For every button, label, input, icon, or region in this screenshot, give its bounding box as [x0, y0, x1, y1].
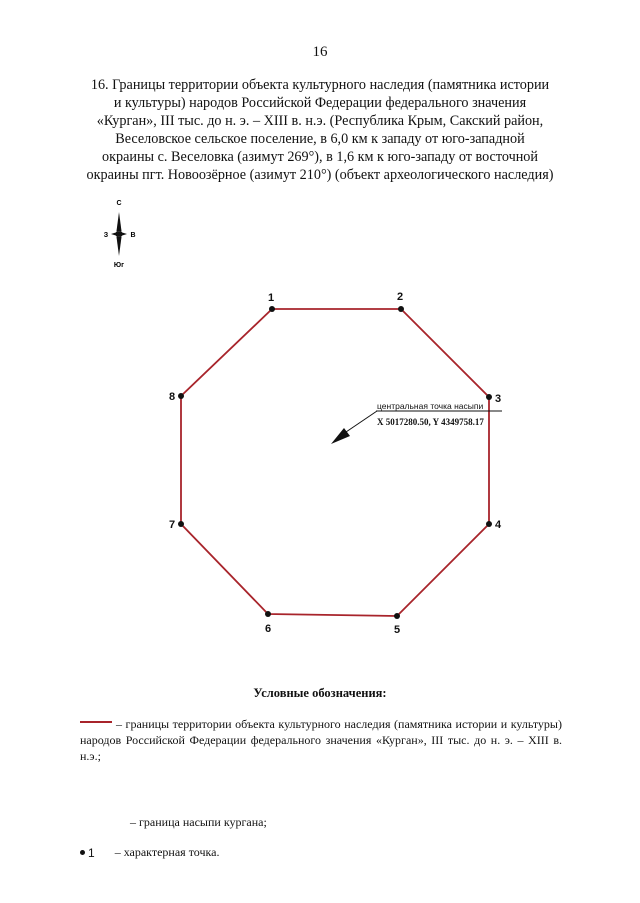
title-line: и культуры) народов Российской Федерации федерального значения: [113, 95, 527, 111]
center-leader-line: [346, 411, 377, 432]
center-point-callout: [331, 401, 502, 444]
point-symbol-number: 1: [88, 845, 95, 860]
territory-boundary: [181, 309, 489, 616]
compass-south-arrow: [117, 237, 122, 256]
title-line: окраины с. Веселовка (азимут 269°), в 1,6 км к юго-западу от восточной: [101, 149, 538, 165]
point-2: [398, 306, 404, 312]
compass-west-label: З: [103, 232, 109, 239]
point-label-8: 8: [168, 391, 176, 403]
legend-item-mound-border: – граница насыпи кургана;: [130, 815, 267, 829]
point-7: [178, 521, 184, 527]
point-label-5: 5: [393, 624, 401, 636]
compass-west-arrow: [111, 232, 119, 237]
compass-rose: [104, 200, 136, 269]
legend-item-boundary: [80, 716, 562, 764]
compass-north-label: С: [116, 200, 122, 207]
title-line: 16. Границы территории объекта культурного наследия (памятника истории: [90, 77, 550, 93]
point-label-4: 4: [494, 519, 502, 531]
center-coordinates: X 5017280.50, Y 4349758.17: [377, 417, 484, 427]
legend-item-point: [80, 845, 219, 860]
compass-east-arrow: [119, 232, 127, 237]
point-8: [178, 393, 184, 399]
legend-item-boundary-text: – границы территории объекта культурного наследия (памятника истории и культуры) народов Российской Федерации федерального значения «Курган», III тыс. до н. э. – XIII в. н.э.;: [80, 717, 562, 763]
point-4: [486, 521, 492, 527]
title-line: «Курган», III тыс. до н. э. – XIII в. н.э. (Республика Крым, Сакский район,: [96, 113, 544, 129]
compass-south-label: Юг: [113, 262, 125, 269]
center-arrowhead: [331, 428, 350, 444]
point-symbol: [80, 850, 85, 855]
title-line: окраины пгт. Новоозёрное (азимут 210°) (объект археологического наследия): [86, 167, 554, 183]
point-label-6: 6: [264, 623, 272, 635]
title-line: Веселовское сельское поселение, в 6,0 км к западу от юго-западной: [115, 131, 525, 147]
compass-north-arrow: [117, 212, 122, 231]
legend-heading: Условные обозначения:: [253, 686, 387, 700]
point-5: [394, 613, 400, 619]
boundary-line-swatch: [80, 721, 112, 723]
point-label-1: 1: [267, 292, 275, 304]
compass-east-label: В: [130, 232, 136, 239]
point-3: [486, 394, 492, 400]
point-1: [269, 306, 275, 312]
point-label-3: 3: [494, 393, 502, 405]
point-label-2: 2: [396, 291, 404, 303]
legend-item-point-text: – характерная точка.: [114, 845, 220, 859]
point-label-7: 7: [168, 519, 176, 531]
center-label: центральная точка насыпи: [377, 401, 484, 411]
point-6: [265, 611, 271, 617]
page-number: 16: [312, 44, 328, 60]
